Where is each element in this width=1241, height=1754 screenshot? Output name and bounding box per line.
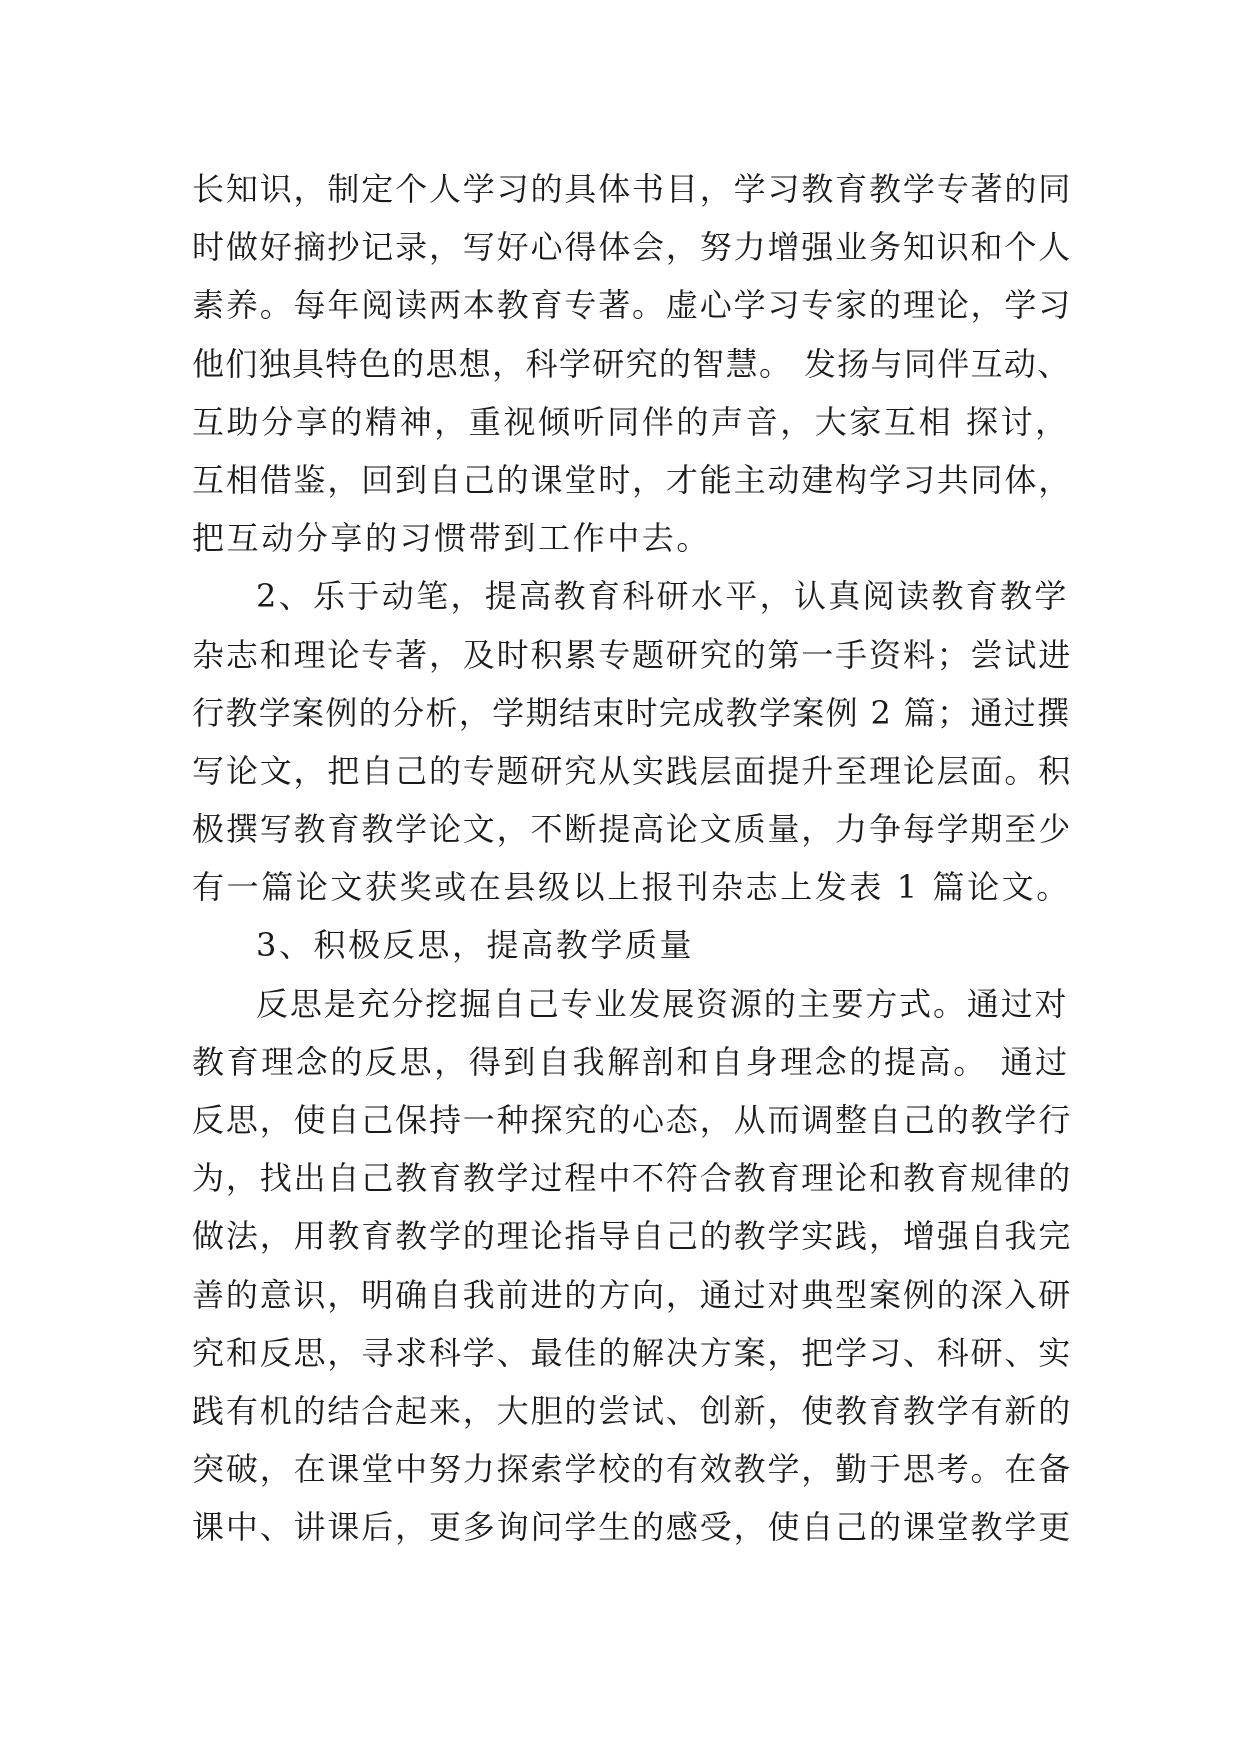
text-line: 究和反思，寻求科学、最佳的解决方案，把学习、科研、实: [192, 1333, 1073, 1372]
text-line: 杂志和理论专著，及时积累专题研究的第一手资料；尝试进: [192, 635, 1073, 674]
text-line: 为，找出自己教育教学过程中不符合教育理论和教育规律的: [192, 1159, 1073, 1198]
text-line: 写论文，把自己的专题研究从实践层面提升至理论层面。积: [192, 751, 1073, 790]
text-line: 反思，使自己保持一种探究的心态，从而调整自己的教学行: [192, 1101, 1073, 1139]
text-line: 教育理念的反思，得到自我解剖和自身理念的提高。 通过: [192, 1042, 1070, 1081]
text-line: 善的意识，明确自我前进的方向，通过对典型案例的深入研: [192, 1275, 1073, 1314]
text-line: 2、乐于动笔，提高教育科研水平，认真阅读教育教学: [256, 577, 1069, 616]
text-line: 素养。每年阅读两本教育专著。虚心学习专家的理论，学习: [192, 286, 1073, 325]
text-line: 时做好摘抄记录，写好心得体会，努力增强业务知识和个人: [192, 228, 1073, 267]
text-line: 互助分享的精神，重视倾听同伴的声音，大家互相 探讨，: [192, 402, 1070, 441]
text-line: 反思是充分挖掘自己专业发展资源的主要方式。通过对: [256, 984, 1069, 1023]
text-line: 极撰写教育教学论文，不断提高论文质量，力争每学期至少: [192, 810, 1073, 849]
text-line: 突破，在课堂中努力探索学校的有效教学，勤于思考。在备: [192, 1450, 1073, 1489]
text-line: 把互动分享的习惯带到工作中去。: [192, 519, 712, 558]
text-line: 课中、讲课后，更多询问学生的感受，使自己的课堂教学更: [192, 1508, 1073, 1547]
text-line: 践有机的结合起来，大胆的尝试、创新，使教育教学有新的: [192, 1391, 1073, 1430]
text-line: 互相借鉴，回到自己的课堂时，才能主动建构学习共同体，: [192, 460, 1073, 499]
text-line: 长知识，制定个人学习的具体书目，学习教育教学专著的同: [192, 170, 1073, 208]
text-line: 有一篇论文获奖或在县级以上报刊杂志上发表 1 篇论文。: [192, 868, 1071, 907]
text-line: 行教学案例的分析，学期结束时完成教学案例 2 篇；通过撰: [192, 693, 1071, 732]
body-text: [192, 160, 1072, 1557]
text-line: 他们独具特色的思想，科学研究的智慧。 发扬与同伴互动、: [192, 344, 1071, 383]
text-line: 做法，用教育教学的理论指导自己的教学实践，增强自我完: [192, 1217, 1073, 1256]
text-line: 3、积极反思，提高教学质量: [256, 926, 695, 965]
